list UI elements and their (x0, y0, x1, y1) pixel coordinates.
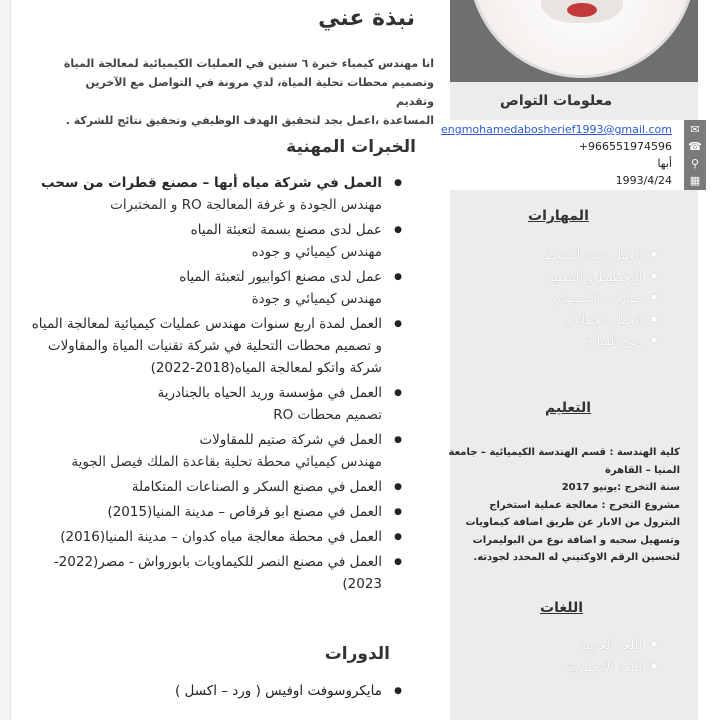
education-title: التعليم (545, 400, 592, 416)
experience-item (30, 219, 408, 263)
photo-collar (567, 3, 597, 17)
language-item: ● اللغة العربية (520, 634, 660, 656)
mail-icon: ✉ (690, 123, 700, 136)
experience-title: الخبرات المهنية (286, 137, 416, 157)
experience-item-sub: مهندس كيميائي محطة تحلية بقاعدة الملك فيصل الجوية (71, 454, 382, 470)
experience-item (30, 313, 408, 379)
skill-item: ● العمل الجماعي (520, 309, 660, 331)
experience-item-title: ● العمل في محطة معالجة مياه كدوان – مدينة المنيا(2016) (60, 529, 382, 545)
courses-list (30, 680, 408, 702)
experience-item-title: ● العمل في شركة صتيم للمقاولات (199, 432, 382, 448)
education-line: مشروع التخرج : معالجة عملية استخراج (489, 499, 680, 511)
skills-list (520, 244, 660, 352)
experience-item-title: ● العمل في مصنع السكر و الصناعات المتكاملة (131, 479, 382, 495)
contact-city: أبها (657, 157, 672, 170)
about-line: انا مهندس كيمياء خبرة ٦ سنين في العمليات الكيميائية لمعالجة المياة (63, 57, 434, 70)
skill-item: ● التخطيط و التنظيم (520, 266, 660, 288)
education-line: لتحسين الرقم الاوكتيني له المحدد لجودته. (473, 552, 680, 563)
phone-icon: ☎ (688, 140, 702, 153)
skill-item: ● مهارات الكمبيوتر (520, 287, 660, 309)
education-line: كلية الهندسة : قسم الهندسة الكيميائية – جامعة (448, 447, 680, 458)
education-line: البترول من الابار عن طريق اضافة كيماويات (465, 517, 680, 528)
experience-item-title: ● العمل في شركة مياه أبها – مصنع قطرات من سحب (40, 175, 382, 191)
experience-item (30, 172, 408, 216)
contact-box (440, 120, 684, 190)
contact-title: معلومات التواص (500, 93, 613, 109)
experience-item-title: ● العمل في مؤسسة وريد الحياه بالجنادرية (157, 385, 382, 401)
contact-birthdate: 1993/4/24 (615, 174, 672, 187)
about-line: المساعدة ،اعمل بجد لتحقيق الهدف الوظيفي وتحقيق نتائج للشركة . (65, 114, 434, 127)
experience-list (30, 172, 408, 598)
skill-item: ● روح القيادة (520, 330, 660, 352)
contact-email[interactable]: engmohamedabosherief1993@gmail.com (440, 123, 672, 136)
education-line: سنة التخرج :يونيو 2017 (561, 482, 680, 493)
about-text (60, 54, 434, 130)
experience-item-sub: تصميم محطات RO (273, 407, 382, 423)
experience-item (30, 476, 408, 498)
experience-item-title: ● العمل في مصنع ابو قرقاص – مدينة المنيا(2015) (107, 504, 382, 520)
right-margin (698, 0, 720, 720)
location-icon: ⚲ (690, 157, 700, 170)
experience-item (30, 551, 408, 595)
courses-title: الدورات (324, 644, 390, 664)
contact-phone: +966551974596 (578, 140, 672, 153)
education-line: وتسهيل سحبه و اضافة نوع من البوليمرات (472, 534, 680, 546)
skills-title: المهارات (528, 208, 589, 224)
skill-item: ● العمل تحت الضغط (520, 244, 660, 266)
language-item: ● اللغة الانجليزية (520, 656, 660, 678)
experience-item (30, 526, 408, 548)
experience-item (30, 382, 408, 426)
education-line: المنيا – القاهرة (605, 464, 680, 476)
experience-item-title: ● العمل في مصنع النصر للكيماويات بابورواش - مصر(2022-2023) (53, 554, 382, 592)
experience-item (30, 266, 408, 310)
left-margin-strip (0, 0, 11, 720)
about-title: نبذة عني (318, 6, 415, 31)
education-text (448, 444, 680, 567)
experience-item-sub: مهندس كيميائي و جودة (251, 291, 382, 307)
experience-item (30, 501, 408, 523)
calendar-icon: ▦ (689, 174, 701, 187)
languages-title: اللغات (540, 600, 583, 616)
experience-item-title: ● عمل لدى مصنع اكوابيور لتعبئة المياه (179, 269, 382, 285)
experience-item-title: ● عمل لدى مصنع بسمة لتعبئة المياه (190, 222, 382, 238)
course-item: ● مايكروسوفت اوفيس ( ورد – اكسل ) (30, 680, 408, 702)
experience-item-title: ● العمل لمدة اربع سنوات مهندس عمليات كيميائية لمعالجة المياه و تصميم محطات التحلية في شركة تقنيات المياة والمقاولات شركة واتكو لمعالجة المياه(2018-2022) (31, 316, 382, 376)
experience-item (30, 429, 408, 473)
experience-item-sub: مهندس الجودة و غرفة المعالجة RO و المختبرات (110, 197, 382, 213)
languages-list (520, 634, 660, 677)
about-line: وتصميم محطات تحلية المياة، لدي مرونة في التواصل مع الآخرين وتقديم (85, 76, 434, 108)
experience-item-sub: مهندس كيميائي و جوده (251, 244, 382, 260)
contact-icon-column (684, 120, 706, 190)
